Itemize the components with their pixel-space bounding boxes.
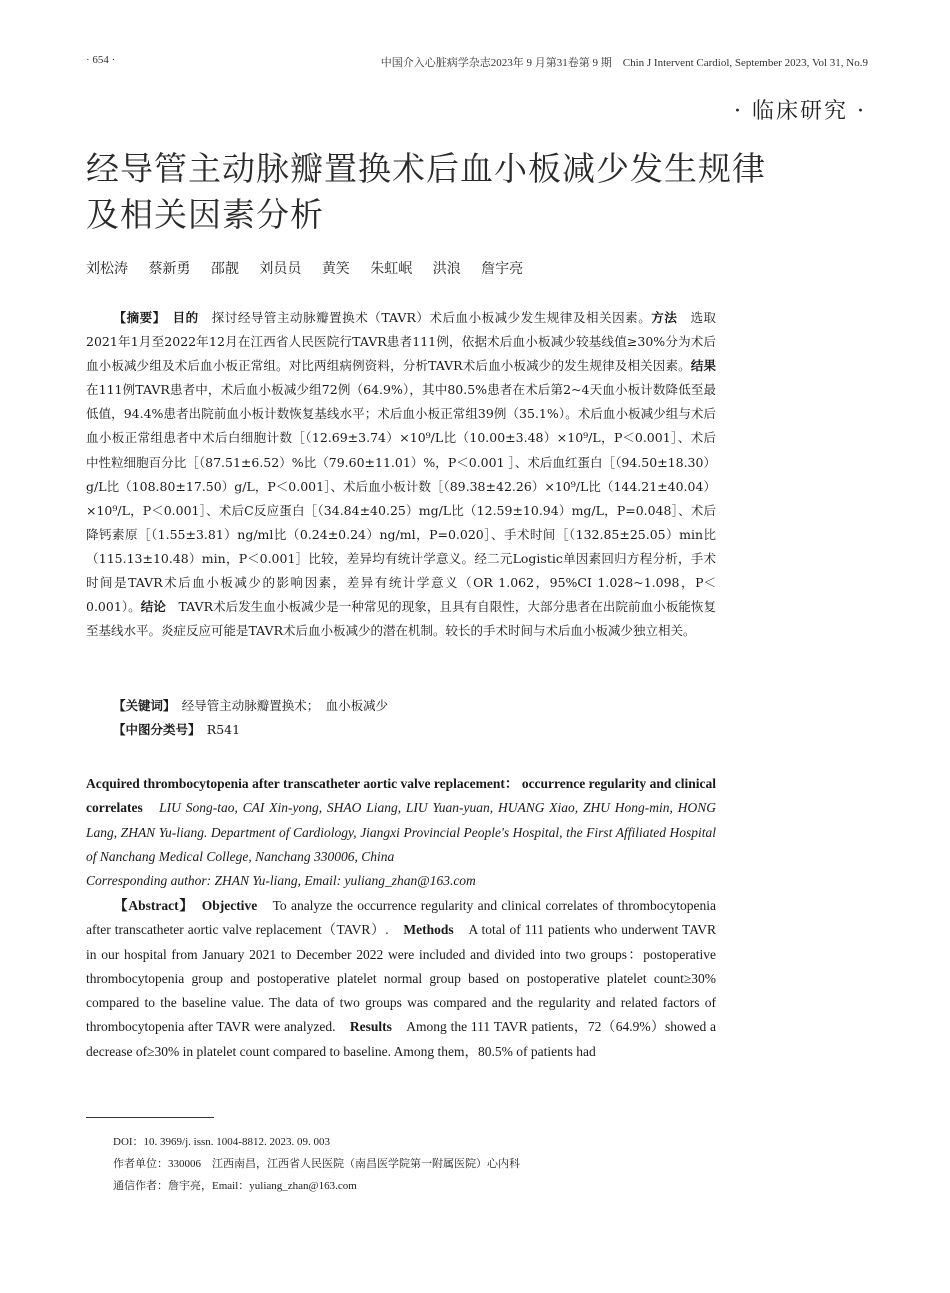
- english-abstract: [86, 894, 716, 1064]
- footnote-affiliation: 作者单位：330006 江西南昌，江西省人民医院（南昌医学院第一附属医院）心内科: [113, 1158, 520, 1170]
- clc-value: R541: [206, 722, 241, 737]
- author: 刘松涛: [86, 261, 128, 277]
- footnote-corresponding: 通信作者：詹宇亮，Email：yuliang_zhan@163.com: [113, 1180, 357, 1192]
- results-text-en: Among the 111 TAVR patients，72（64.9%）showed a decrease of≥30% in platelet count compared to baseline. Among them，80.5% of patients had: [86, 1019, 717, 1059]
- english-title-block: [86, 772, 716, 893]
- author: 朱虹岷: [370, 261, 413, 277]
- author: 刘员员: [259, 261, 302, 277]
- methods-text: 选取2021年1月至2022年12月在江西省人民医院行TAVR患者111例，依据术后血小板减少较基线值≥30%分为术后血小板减少组及术后血小板正常组。对比两组病例资料，分析TAVR术后血小板减少的发生规律及相关因素。: [86, 310, 716, 374]
- methods-label: 方法: [651, 310, 678, 325]
- author: 邵靓: [210, 261, 239, 277]
- objective-text-en: To analyze the occurrence regularity and clinical correlates of thrombocytopenia after transcatheter aortic valve replacement（TAVR）.: [86, 898, 717, 938]
- english-authors: LIU Song-tao, CAI Xin-yong, SHAO Liang, LIU Yuan-yuan, HUANG Xiao, ZHU Hong-min, HONG Lang, ZHAN Yu-liang. Department of Cardiology, Jiangxi Provincial People's Hospital, the First Affiliated Hospital of Nanchang Medical College, Nanchang 330006, China: [86, 800, 717, 864]
- abstract-label-en: 【Abstract】: [113, 898, 188, 913]
- author: 蔡新勇: [148, 261, 191, 277]
- running-header: 中国介入心脏病学杂志2023年 9 月第31卷第 9 期 Chin J Intervent Cardiol, September 2023, Vol 31, No.9: [380, 57, 868, 69]
- methods-text-en: A total of 111 patients who underwent TAVR in our hospital from January 2021 to December 2022 were included and divided into two groups：postoperative thrombocytopenia group and postoperative platelet normal group based on postoperative platelet count≥30% compared to the baseline value. The data of two groups was compared and the regularity and related factors of thrombocytopenia after TAVR were analyzed.: [86, 922, 716, 1035]
- objective-label: 目的: [172, 310, 199, 325]
- conclusion-label: 结论: [140, 599, 166, 615]
- objective-text: 探讨经导管主动脉瓣置换术（TAVR）术后血小板减少发生规律及相关因素。: [211, 310, 652, 325]
- page-number: · 654 ·: [86, 54, 116, 66]
- column-label: · 临床研究 ·: [734, 99, 866, 124]
- results-text: 在111例TAVR患者中，术后血小板减少组72例（64.9%），其中80.5%患者在术后第2~4天血小板计数降低至最低值，94.4%患者出院前血小板计数恢复基线水平；术后血小板正常组39例（35.1%）。术后血小板减少组与术后血小板正常组患者中术后白细胞计数［（12.69±3.74）×10⁹/L比（10.00±3.48）×10⁹/L，P＜0.001］、术后中性粒细胞百分比［（87.51±6.52）%比（79.60±11.01）%，P＜0.001 ］、术后血红蛋白［（94.50±18.30）g/L比（108.80±17.50）g/L，P＜0.001］、术后血小板计数［（89.38±42.26）×10⁹/L比（144.21±40.04）×10⁹/L，P＜0.001］、术后C反应蛋白［（34.84±40.25）mg/L比（12.59±10.94）mg/L，P=0.048］、术后降钙素原［（1.55±3.81）ng/ml比（0.24±0.24）ng/ml，P=0.020］、手术时间［（132.85±25.05）min比（115.13±10.48）min，P＜0.001］比较，差异均有统计学意义。经二元Logistic单因素回归方程分析，手术时间是TAVR术后血小板减少的影响因素，差异有统计学意义（OR 1.062，95%CI 1.028~1.098，P＜0.001）。: [86, 382, 716, 615]
- article-title: 经导管主动脉瓣置换术后血小板减少发生规律及相关因素分析: [86, 149, 766, 234]
- results-label-en: Results: [349, 1019, 392, 1035]
- author: 黄笑: [321, 261, 350, 277]
- footnote-divider: [86, 1117, 214, 1118]
- english-title: Acquired thrombocytopenia after transcatheter aortic valve replacement： occurrence regularity and clinical correlates: [86, 776, 716, 816]
- clc-label: 【中图分类号】: [113, 722, 195, 737]
- keywords: [86, 694, 716, 718]
- objective-label-en: Objective: [201, 898, 258, 913]
- keyword: 血小板减少: [325, 698, 389, 713]
- author: 洪浪: [432, 261, 461, 277]
- results-label: 结果: [690, 358, 716, 374]
- methods-label-en: Methods: [403, 922, 454, 938]
- author-list: [86, 258, 539, 278]
- keyword: 经导管主动脉瓣置换术；: [181, 698, 314, 713]
- chinese-abstract: [86, 306, 716, 643]
- keywords-label: 【关键词】: [113, 698, 170, 713]
- english-corresponding: Corresponding author: ZHAN Yu-liang, Email: yuliang_zhan@163.com: [86, 873, 476, 889]
- author: 詹宇亮: [481, 261, 524, 277]
- footnote-doi: DOI：10. 3969/j. issn. 1004-8812. 2023. 09. 003: [113, 1136, 330, 1148]
- abstract-label: 【摘要】: [113, 310, 160, 325]
- conclusion-text: TAVR术后发生血小板减少是一种常见的现象，且具有自限性，大部分患者在出院前血小板能恢复至基线水平。炎症反应可能是TAVR术后血小板减少的潜在机制。较长的手术时间与术后血小板减少独立相关。: [86, 599, 716, 639]
- classification-number: [86, 718, 716, 742]
